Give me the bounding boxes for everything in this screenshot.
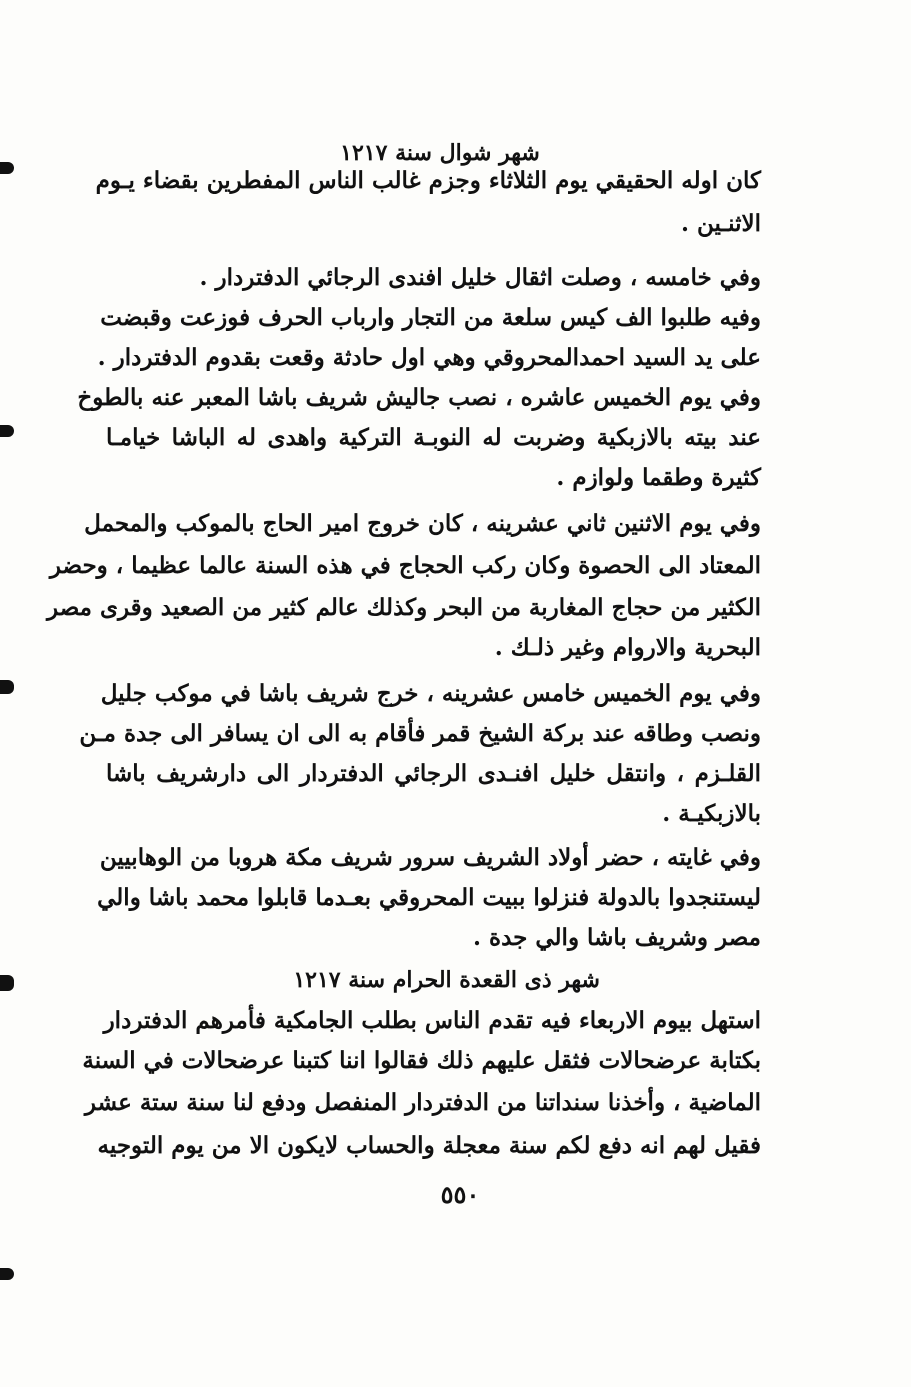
page-number: ٥٥٠ — [440, 1180, 480, 1209]
text-line: الاثنـين . — [680, 210, 761, 237]
text-line: بالازبكيـة . — [662, 800, 761, 827]
text-line: استهل بيوم الاربعاء فيه تقدم الناس بطلب الجامكية فأمرهم الدفتردار — [103, 1007, 761, 1034]
text-line: القلـزم ، وانتقل خليل افنـدى الرجائي الدفتردار الى دارشريف باشا — [106, 760, 761, 787]
text-line: وفي يوم الخميس عاشره ، نصب جاليش شريف باشا المعبر عنه بالطوخ — [77, 384, 761, 411]
section-heading-shawwal: شهر شوال سنة ١٢١٧ — [340, 140, 540, 166]
text-line: وفيه طلبوا الف كيس سلعة من التجار وارباب الحرف فوزعت وقبضت — [100, 304, 761, 331]
page-edge-mark — [0, 162, 14, 174]
text-line: كان اوله الحقيقي يوم الثلاثاء وجزم غالب الناس المفطرين بقضاء يـوم — [95, 167, 761, 194]
page-edge-mark — [0, 1268, 14, 1280]
text-line: كثيرة وطقما ولوازم . — [556, 464, 761, 491]
text-line: وفي يوم الخميس خامس عشرينه ، خرج شريف باشا في موكب جليل — [100, 680, 761, 707]
text-line: مصر وشريف باشا والي جدة . — [473, 924, 761, 951]
text-line: ونصب وطاقه عند بركة الشيخ قمر فأقام به الى ان يسافر الى جدة مـن — [79, 720, 761, 747]
text-line: بكتابة عرضحالات فثقل عليهم ذلك فقالوا اننا كتبنا عرضحالات في السنة — [82, 1047, 761, 1074]
page-edge-mark — [0, 975, 14, 991]
text-line: الكثير من حجاج المغاربة من البحر وكذلك عالم كثير من الصعيد وقرى مصر — [47, 594, 761, 621]
page-edge-mark — [0, 680, 14, 694]
text-line: عند بيته بالازبكية وضربت له النوبـة التركية واهدى له الباشا خيامـا — [106, 424, 761, 451]
text-line: على يد السيد احمدالمحروقي وهي اول حادثة وقعت بقدوم الدفتردار . — [97, 344, 761, 371]
text-line: البحرية والاروام وغير ذلـك . — [494, 634, 761, 661]
text-line: فقيل لهم انه دفع لكم سنة معجلة والحساب لايكون الا من يوم التوجيه — [97, 1132, 761, 1159]
text-line: وفي يوم الاثنين ثاني عشرينه ، كان خروج امير الحاج بالموكب والمحمل — [84, 510, 761, 537]
page-edge-mark — [0, 425, 14, 437]
text-line: ليستنجدوا بالدولة فنزلوا ببيت المحروقي بعـدما قابلوا محمد باشا والي — [97, 884, 761, 911]
text-line: المعتاد الى الحصوة وكان ركب الحجاج في هذه السنة عالما عظيما ، وحضر — [49, 552, 761, 579]
text-line: وفي غايته ، حضر أولاد الشريف سرور شريف مكة هروبا من الوهابيين — [99, 844, 761, 871]
text-line: الماضية ، وأخذنا سنداتنا من الدفتردار المنفصل ودفع لنا سنة ستة عشر — [84, 1089, 761, 1116]
text-line: وفي خامسه ، وصلت اثقال خليل افندى الرجائي الدفتردار . — [199, 264, 761, 291]
section-heading-qaada: شهر ذى القعدة الحرام سنة ١٢١٧ — [293, 967, 600, 993]
